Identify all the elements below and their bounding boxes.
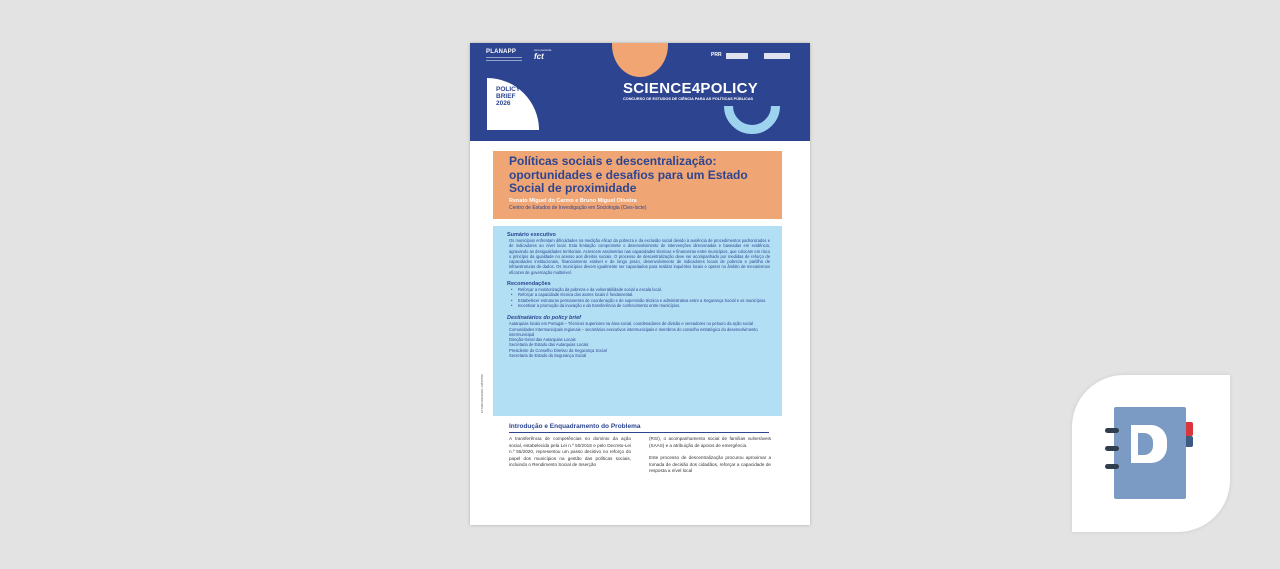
document-affiliation: Centro de Estudos de Investigação em Sociologia (Cies-Iscte) <box>509 204 647 211</box>
summary-block <box>493 226 782 416</box>
notebook-ring <box>1105 428 1119 433</box>
badge-line-2: BRIEF <box>496 93 516 100</box>
prr-logo: PRR <box>711 52 722 58</box>
fct-logo: fct <box>534 52 544 61</box>
government-logo <box>726 53 748 59</box>
intro-column-left <box>509 436 631 469</box>
partner-prefix: com parceria <box>534 48 552 52</box>
audience-item: Comunidades Intermunicipais regionais – secretários executivos intermunicipais e membros do conselho estratégico do desenvolvimento intermunicipal <box>509 326 758 337</box>
badge-line-1: POLICY <box>496 86 521 93</box>
recommendation-item: • Incentivar a promoção da inovação e da transferência de conhecimento entre municípios. <box>511 303 770 308</box>
program-title: SCIENCE4POLICY <box>623 80 759 97</box>
notebook-tab-red <box>1186 422 1193 436</box>
summary-text: Os municípios enfrentam dificuldades na medição eficaz da pobreza e da exclusão social devido à ausência de procedimentos padronizados e de indicadores ao nível local. Esta limitação compromete o desenvolvimento de intervenções direcionadas e baseadas em evidência, agravando as desigualdades territoriais. Acrescem assimetrias nas capacidades técnicas e financeiras entre municípios, que colocam em risco o princípio da igualdade no acesso aos direitos sociais. O processo de descentralização deve ser acompanhado por medidas de reforço de capacidades institucionais, financiamento estável e de longo prazo, desenvolvimento de indicadores locais de pobreza e partilha de infraestruturas de dados. Os municípios devem igualmente ser capacitados para realizar inquéritos locais e operar no âmbito de mecanismos eficazes de governação multinível. <box>509 238 770 275</box>
intro-heading: Introdução e Enquadramento do Problema <box>509 423 769 433</box>
intro-paragraph: (RSI), o acompanhamento social de famílias vulneráveis (SAAS) e a atribuição de apoios de emergência. <box>649 436 771 448</box>
badge-line-3: 2026 <box>496 100 511 107</box>
document-authors: Renato Miguel do Carmo e Bruno Miguel Oliveira <box>509 197 637 204</box>
summary-heading: Sumário executivo <box>507 232 556 238</box>
recommendation-item: • Reforçar a monitorização da pobreza e da vulnerabilidade social a escala local. <box>511 287 770 292</box>
intro-paragraph: Este processo de descentralização procurou aproximar a tomada de decisão dos cidadãos, reforçar a capacidade de resposta a nível local <box>649 455 771 474</box>
audience-item: Direção-Geral das Autarquias Locais <box>509 337 576 343</box>
program-subtitle: CONCURSO DE ESTUDOS DE CIÊNCIA PARA AS POLÍTICAS PÚBLICAS <box>623 97 754 101</box>
recommendation-item: • Estabelecer estruturas permanentes de coordenação e de supervisão técnica e administrativa entre a Segurança Social e os municípios. <box>511 298 770 303</box>
recommendation-item: • Reforçar a capacidade técnica dos atores locais é fundamental. <box>511 292 770 297</box>
doi-code: 10.5281/ZENODO.14836789 <box>480 374 484 413</box>
policy-brief-page <box>470 43 810 525</box>
recommendations-heading: Recomendações <box>507 281 551 288</box>
audience-item: Secretaria de Estado das Autarquias Locais <box>509 342 589 348</box>
document-header-banner <box>470 43 810 141</box>
audience-item: Presidente do Conselho Diretivo da Segurança Social <box>509 347 607 353</box>
planapp-logo-subtitle <box>486 57 522 61</box>
document-title: Políticas sociais e descentralização: oportunidades e desafios para um Estado Social de proximidade <box>509 154 748 195</box>
audience-item: Autarquias locais em Portugal – Técnicos superiores na área social, coordenadores de divisão e vereadores no pelouro da ação social <box>509 321 754 327</box>
title-block <box>493 151 782 219</box>
recommendations-list <box>507 287 770 308</box>
policy-brief-badge <box>487 78 539 130</box>
intro-column-right <box>649 436 771 475</box>
notebook-ring <box>1105 464 1119 469</box>
eu-logo <box>764 53 790 59</box>
notebook-ring <box>1105 446 1119 451</box>
decorative-orange-circle <box>612 43 668 77</box>
audience-item: Secretaria de Estado da Segurança Social <box>509 353 587 359</box>
intro-paragraph: A transferência de competências no domínio da ação social, estabelecida pela Lei n.º 50/2018 e pelo Decreto-Lei n.º 55/2020, representou um passo decisivo no reforço do papel dos municípios na gestão das políticas sociais, incluindo o Rendimento Social de Inserção <box>509 436 631 468</box>
notebook-app-tile[interactable] <box>1072 375 1230 532</box>
audience-heading: Destinatários do policy brief <box>507 315 581 322</box>
notebook-icon <box>1114 407 1186 499</box>
notebook-letter-d-shape <box>1131 425 1167 463</box>
planapp-logo: PLANAPP <box>486 49 517 55</box>
notebook-tab-blue <box>1186 436 1193 447</box>
